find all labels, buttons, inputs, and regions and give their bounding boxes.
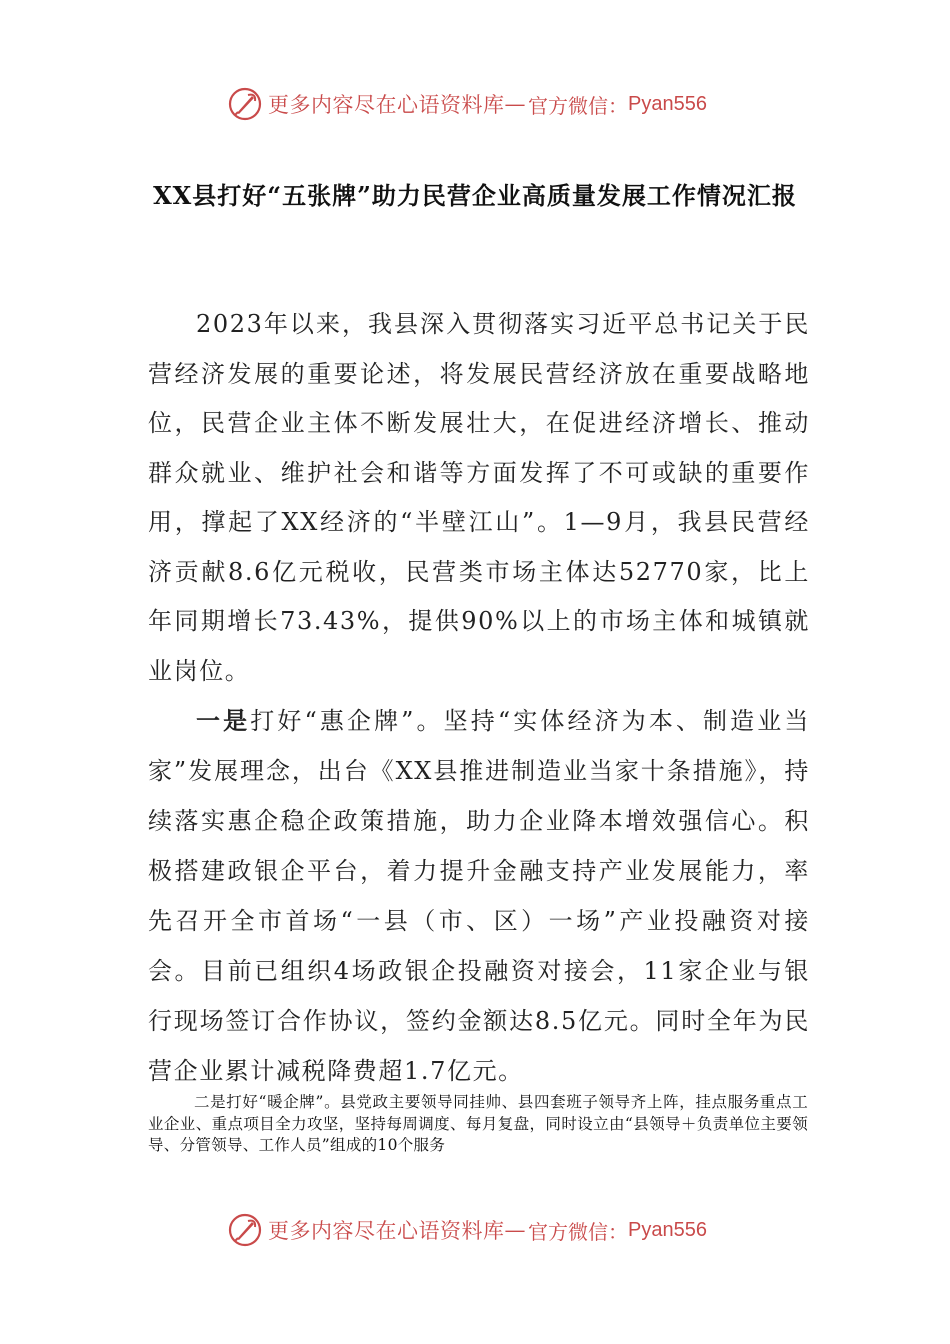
first-point-lead: 一是 xyxy=(196,706,251,735)
banner-separator: — xyxy=(504,1218,526,1242)
document-title: XX县打好“五张牌”助力民营企业高质量发展工作情况汇报 xyxy=(153,181,797,210)
banner-text: 更多内容尽在心语资料库 xyxy=(268,1219,505,1243)
banner-separator: — xyxy=(504,92,526,116)
banner-contact-label: 官方微信： xyxy=(528,1219,628,1244)
header-banner xyxy=(228,86,788,122)
first-point-body: 打好“惠企牌”。坚持“实体经济为本、制造业当家”发展理念，出台《XX县推进制造业当家十条措施》，持续落实惠企稳企政策措施，助力企业降本增效强信心。积极搭建政银企平台，着力提升金融支持产业发展能力，率先召开全市首场“一县（市、区）一场”产业投融资对接会。目前已组织4场政银企投融资对接会，11家企业与银行现场签订合作协议，签约金额达8.5亿元。同时全年为民营企业累计减税降费超1.7亿元。 xyxy=(148,707,810,1085)
intro-paragraph: 2023年以来，我县深入贯彻落实习近平总书记关于民营经济发展的重要论述，将发展民营经济放在重要战略地位，民营企业主体不断发展壮大，在促进经济增长、推动群众就业、维护社会和谐等方面发挥了不可或缺的重要作用，撑起了XX经济的“半壁江山”。1—9月，我县民营经济贡献8.6亿元税收，民营类市场主体达52770家，比上年同期增长73.43%，提供90%以上的市场主体和城镇就业岗位。 xyxy=(148,310,810,685)
banner-handle: Pyan556 xyxy=(628,1218,707,1241)
banner-contact-label: 官方微信： xyxy=(528,93,628,118)
banner-handle: Pyan556 xyxy=(628,92,707,115)
second-point-paragraph: 二是打好“暖企牌”。县党政主要领导同挂帅、县四套班子领导齐上阵，挂点服务重点工业企业、重点项目全力攻坚，坚持每周调度、每月复盘，同时设立由“县领导＋负责单位主要领导、分管领导、工作人员”组成的10个服务 xyxy=(148,1093,808,1154)
banner-text: 更多内容尽在心语资料库 xyxy=(268,93,505,117)
footer-banner xyxy=(228,1212,788,1248)
quill-pen-icon xyxy=(228,87,262,121)
quill-pen-icon xyxy=(228,1213,262,1247)
first-point-paragraph xyxy=(148,696,810,1096)
